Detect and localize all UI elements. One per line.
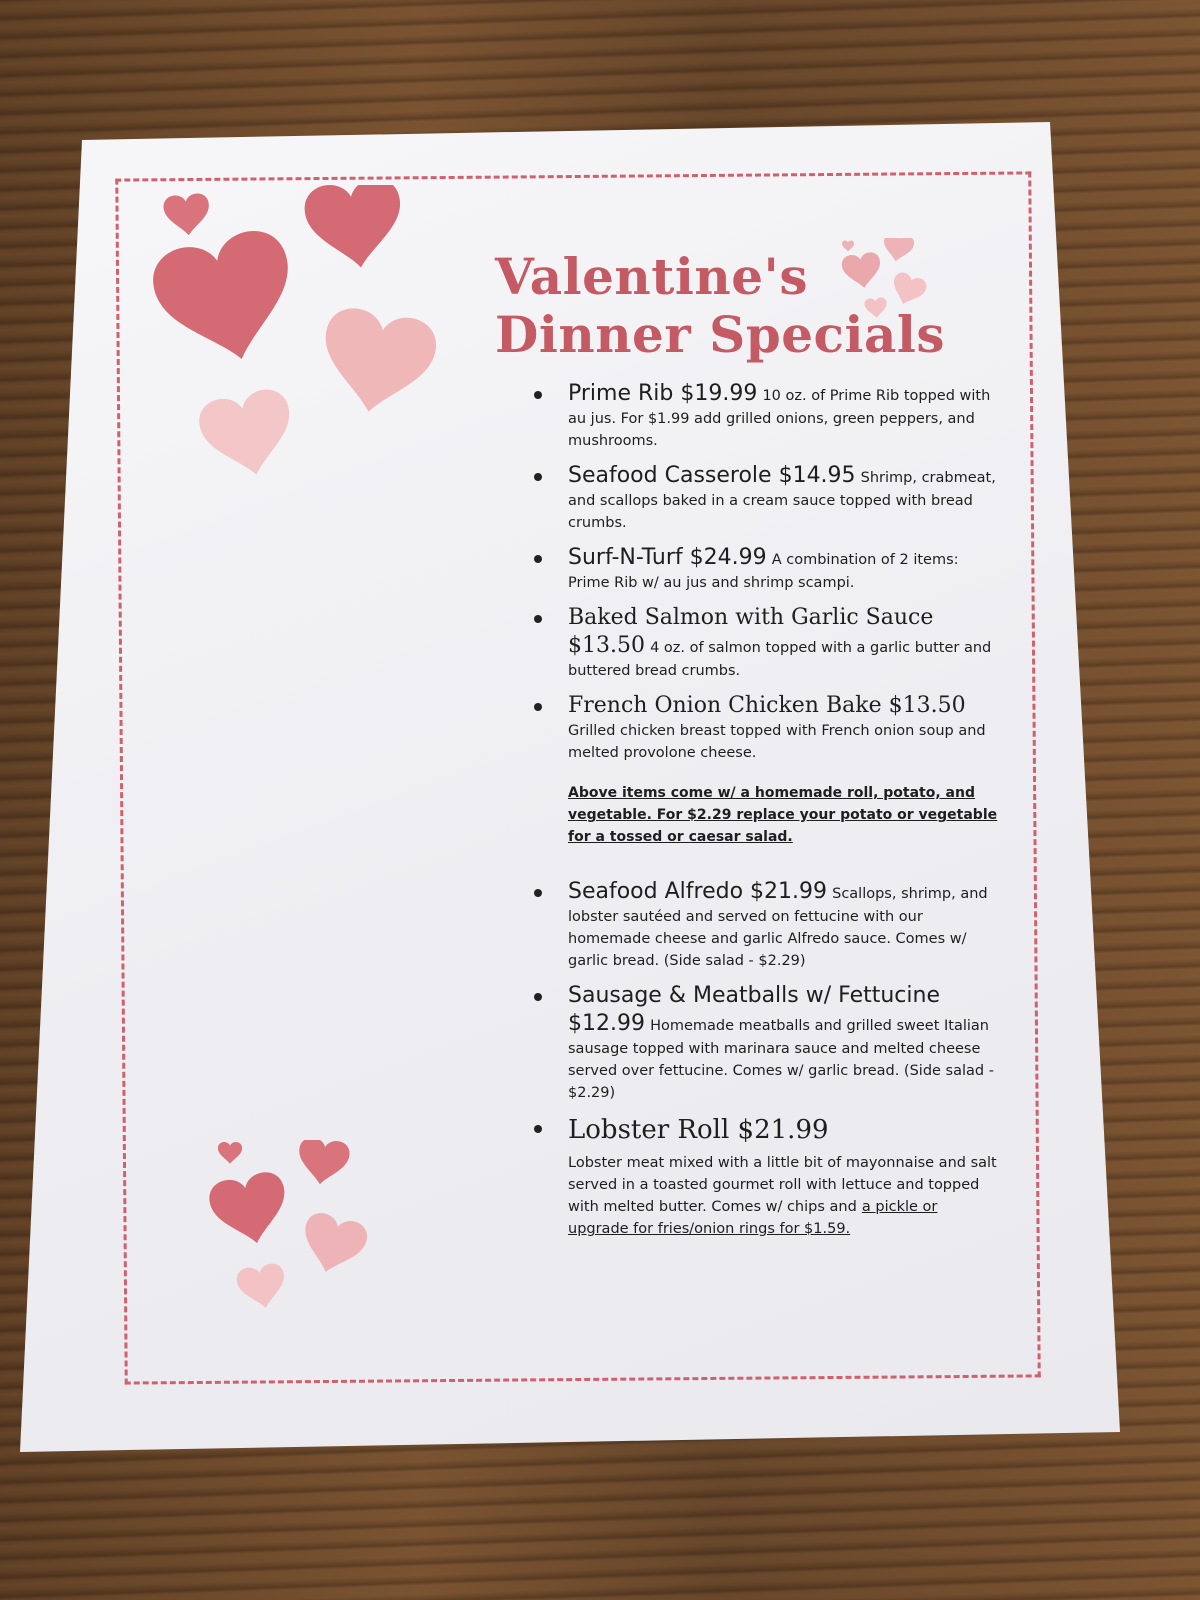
bullet-icon	[534, 703, 542, 711]
heart-icon	[235, 1262, 289, 1312]
item-description: 4 oz. of salmon topped with a garlic butter and buttered bread crumbs.	[568, 640, 992, 679]
hearts-bottom-left	[200, 1140, 380, 1320]
menu-item	[530, 1114, 1000, 1240]
item-name: Prime Rib $19.99	[568, 381, 758, 406]
heart-icon	[146, 224, 308, 376]
item-name: Baked Salmon with Garlic Sauce $13.50	[568, 605, 934, 658]
item-description: Lobster meat mixed with a little bit of mayonnaise and salt served in a toasted gourmet roll with lettuce and topped with melted butter. Comes w/ chips and	[568, 1155, 997, 1215]
item-description-upgrade: a pickle or upgrade for fries/onion rings for $1.59.	[568, 1199, 938, 1237]
item-description: Shrimp, crabmeat, and scallops baked in a cream sauce topped with bread crumbs.	[568, 470, 996, 531]
bullet-icon	[534, 555, 542, 563]
heart-icon	[295, 1140, 351, 1188]
item-name: French Onion Chicken Bake $13.50	[568, 693, 966, 718]
item-name: Seafood Alfredo $21.99	[568, 879, 828, 904]
item-name: Surf-N-Turf $24.99	[568, 545, 767, 570]
item-description: Scallops, shrimp, and lobster sautéed and served on fettucine with our homemade cheese and garlic Alfredo sauce. Comes w/ garlic bread. (Side salad - $2.29)	[568, 886, 988, 969]
bullet-icon	[534, 615, 542, 623]
heart-icon	[314, 304, 440, 421]
menu-item	[530, 544, 1000, 594]
hearts-top-left	[145, 185, 455, 495]
heart-icon	[206, 1169, 294, 1251]
heart-icon	[302, 185, 409, 274]
item-name: Lobster Roll $21.99	[568, 1115, 829, 1145]
heart-icon	[195, 385, 301, 484]
menu-item	[530, 462, 1000, 534]
item-name: Seafood Casserole $14.95	[568, 463, 856, 488]
title-line-1: Valentine's	[495, 247, 808, 306]
item-description: Homemade meatballs and grilled sweet Italian sausage topped with marinara sauce and melted cheese served over fettucine. Comes w/ garlic bread. (Side salad - $2.29)	[568, 1018, 994, 1101]
bullet-icon	[534, 1125, 542, 1133]
bullet-icon	[534, 391, 542, 399]
bullet-icon	[534, 889, 542, 897]
menu-item	[530, 604, 1000, 682]
item-description: 10 oz. of Prime Rib topped with au jus. For $1.99 add grilled onions, green peppers, and mushrooms.	[568, 388, 991, 449]
bullet-icon	[534, 993, 542, 1001]
menu-item	[530, 692, 1000, 764]
sides-note: Above items come w/ a homemade roll, potato, and vegetable. For $2.29 replace your potato or vegetable for a tossed or caesar salad.	[568, 785, 998, 845]
title-line-2: Dinner Specials	[495, 305, 945, 364]
menu-item	[530, 878, 1000, 972]
item-name: Sausage & Meatballs w/ Fettucine $12.99	[568, 983, 940, 1036]
bullet-icon	[534, 473, 542, 481]
page-title	[495, 248, 945, 364]
heart-icon	[218, 1142, 242, 1164]
heart-icon	[163, 193, 212, 238]
heart-icon	[296, 1210, 371, 1280]
item-description: Grilled chicken breast topped with French onion soup and melted provolone cheese.	[568, 723, 986, 761]
menu-item	[530, 982, 1000, 1104]
specials-list	[530, 380, 1000, 1250]
item-description: A combination of 2 items: Prime Rib w/ au jus and shrimp scampi.	[568, 552, 959, 591]
menu-item	[530, 380, 1000, 452]
